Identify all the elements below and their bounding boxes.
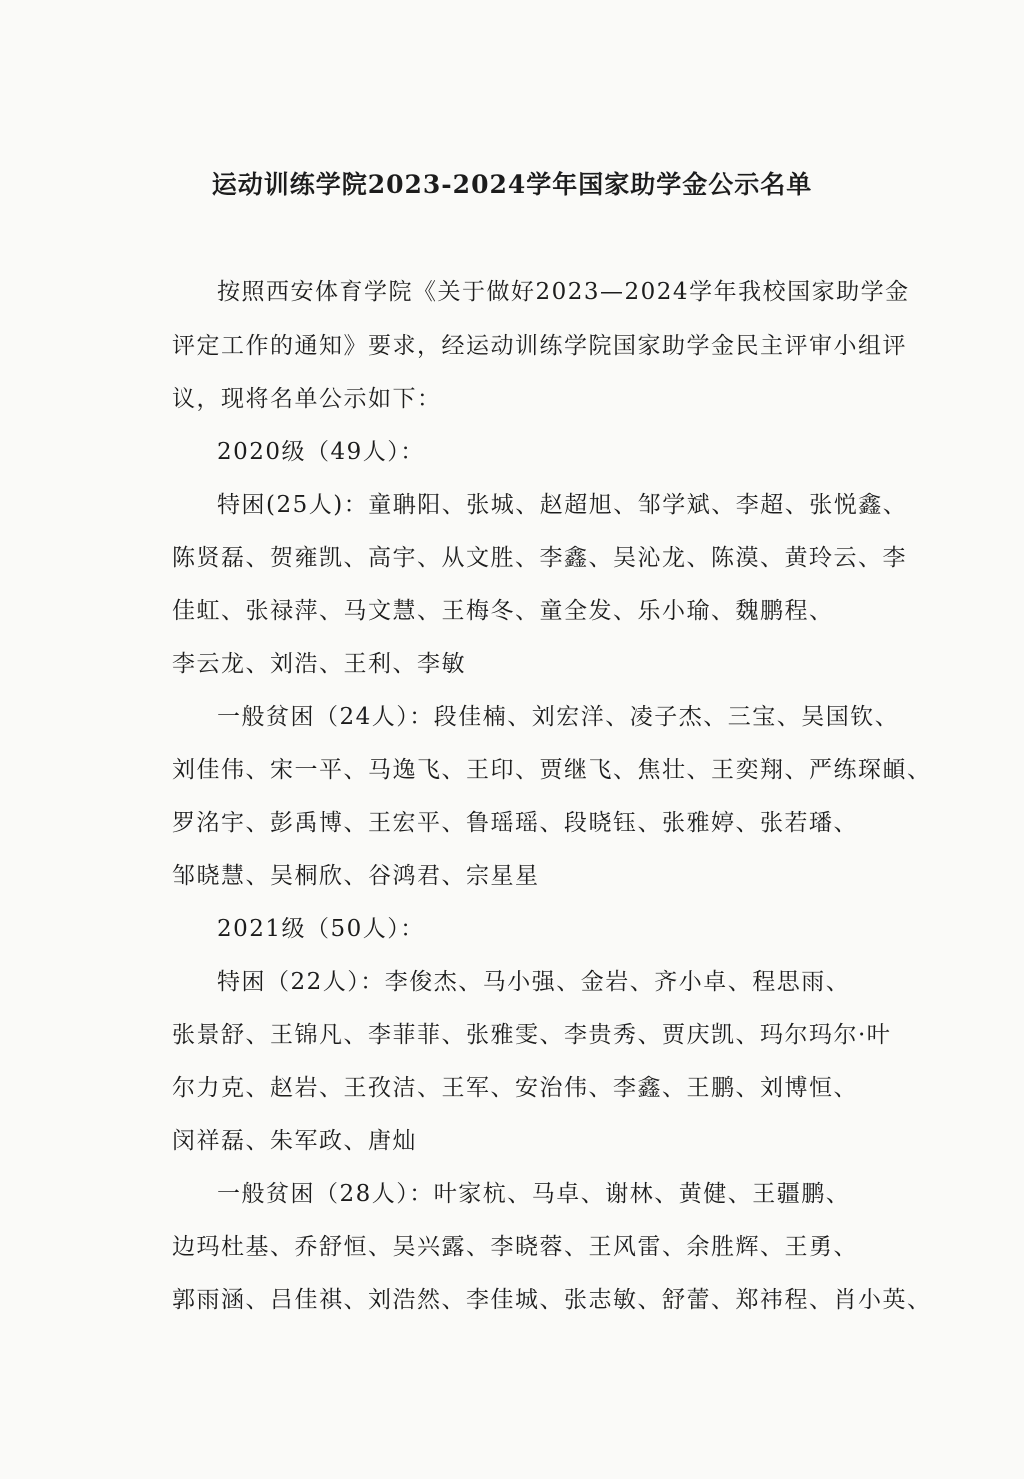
grade-2021-special-line-2: 张景舒、王锦凡、李菲菲、张雅雯、李贵秀、贾庆凯、玛尔玛尔·叶 bbox=[172, 1022, 892, 1048]
grade-2020-general-line-1: 一般贫困（24人）：段佳楠、刘宏洋、凌子杰、三宝、吴国钦、 bbox=[217, 704, 900, 730]
document-title: 运动训练学院2023-2024学年国家助学金公示名单 bbox=[211, 170, 813, 199]
grade-2021-general-line-3: 郭雨涵、吕佳祺、刘浩然、李佳城、张志敏、舒蕾、郑祎程、肖小英、 bbox=[172, 1287, 932, 1313]
grade-2021-general-line-1: 一般贫困（28人）：叶家杭、马卓、谢林、黄健、王疆鹏、 bbox=[217, 1181, 851, 1207]
grade-2020-special-line-4: 李云龙、刘浩、王利、李敏 bbox=[172, 651, 466, 677]
grade-2021-general-line-2: 边玛杜基、乔舒恒、吴兴露、李晓蓉、王风雷、余胜辉、王勇、 bbox=[172, 1234, 858, 1260]
grade-2020-general-line-2: 刘佳伟、宋一平、马逸飞、王印、贾继飞、焦壮、王奕翔、严练琛頔、 bbox=[172, 757, 932, 783]
intro-line-3: 议，现将名单公示如下： bbox=[172, 386, 442, 412]
intro-line-1: 按照西安体育学院《关于做好2023—2024学年我校国家助学金 bbox=[217, 279, 910, 305]
grade-2020-general-line-4: 邹晓慧、吴桐欣、谷鸿君、宗星星 bbox=[172, 863, 540, 889]
grade-2020-special-line-2: 陈贤磊、贺雍凯、高宇、从文胜、李鑫、吴沁龙、陈漠、黄玲云、李 bbox=[172, 545, 907, 571]
intro-line-2: 评定工作的通知》要求，经运动训练学院国家助学金民主评审小组评 bbox=[172, 333, 907, 359]
grade-2021-special-line-4: 闵祥磊、朱军政、唐灿 bbox=[172, 1128, 417, 1154]
grade-2021-special-line-3: 尔力克、赵岩、王孜洁、王军、安治伟、李鑫、王鹏、刘博恒、 bbox=[172, 1075, 858, 1101]
grade-2020-special-line-3: 佳虹、张禄萍、马文慧、王梅冬、童全发、乐小瑜、魏鹏程、 bbox=[172, 598, 834, 624]
grade-2020-special-line-1: 特困(25人)：童聃阳、张城、赵超旭、邹学斌、李超、张悦鑫、 bbox=[217, 492, 908, 518]
grade-2021-special-line-1: 特困（22人）：李俊杰、马小强、金岩、齐小卓、程思雨、 bbox=[217, 969, 851, 995]
grade-2021-heading: 2021级（50人）： bbox=[217, 916, 425, 942]
grade-2020-heading: 2020级（49人）： bbox=[217, 439, 425, 465]
grade-2020-general-line-3: 罗洺宇、彭禹博、王宏平、鲁瑶瑶、段晓钰、张雅婷、张若璠、 bbox=[172, 810, 858, 836]
